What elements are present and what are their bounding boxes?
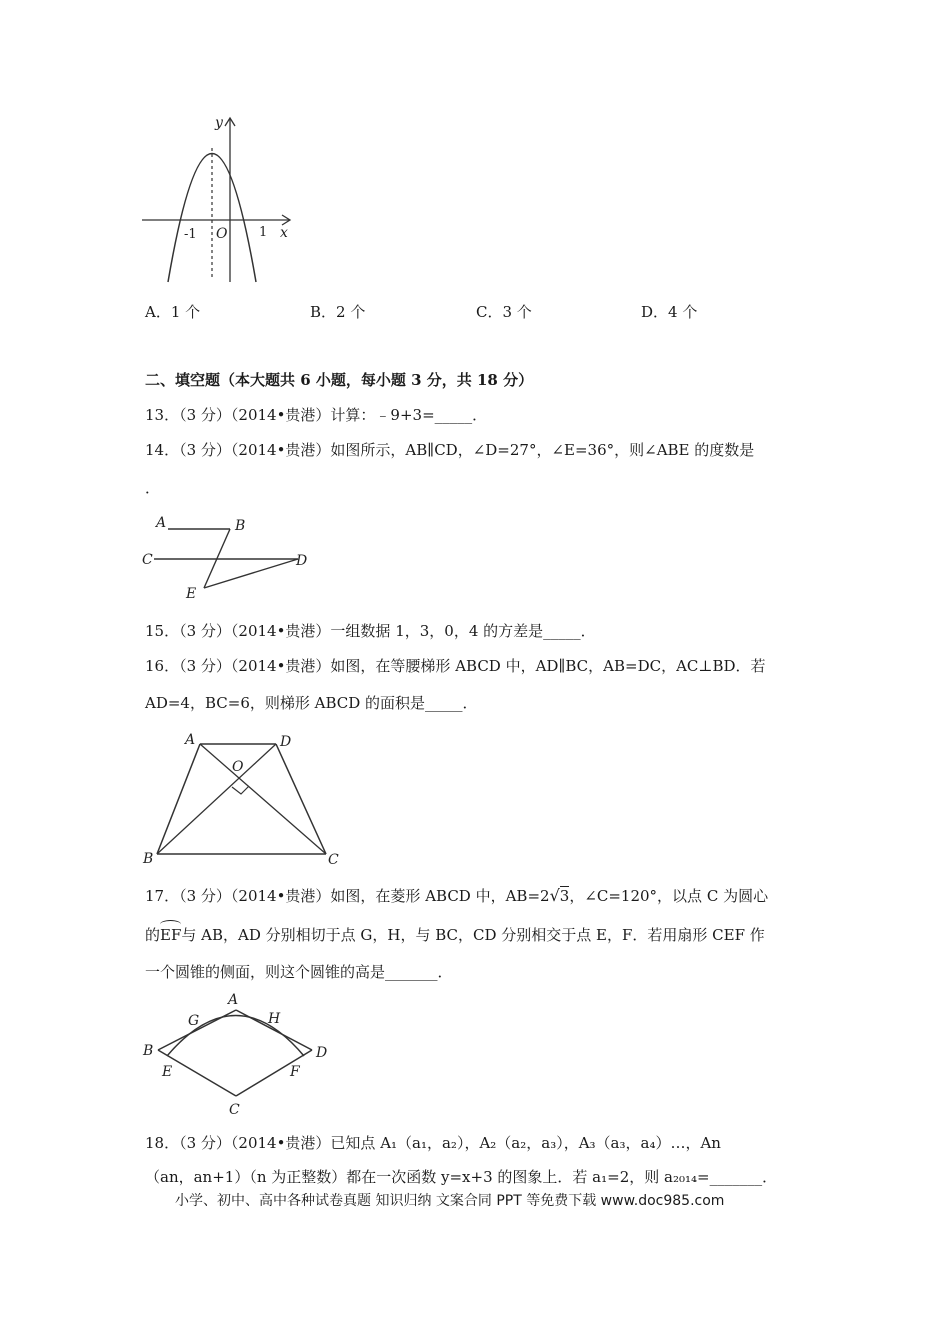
sqrt-argument: 3	[559, 887, 570, 905]
question-16-line1: 16．（3 分）（2014•贵港）如图，在等腰梯形 ABCD 中，AD∥BC，AB=DC，AC⊥BD．若	[145, 657, 766, 675]
label-O: O	[232, 759, 244, 775]
footer-advert: 小学、初中、高中各种试卷真题 知识归纳 文案合同 PPT 等免费下载 www.doc985.com	[175, 1193, 725, 1209]
y-axis-label: y	[215, 115, 223, 131]
option-a: A．1 个	[145, 303, 201, 321]
label-E: E	[186, 586, 197, 602]
option-b: B．2 个	[310, 303, 366, 321]
sqrt-symbol: √	[549, 886, 560, 905]
question-14-cont: ．	[145, 479, 161, 497]
rhombus-figure	[140, 990, 340, 1120]
question-17-text-b: ，∠C=120°，以点 C 为圆心	[569, 887, 769, 905]
label-D: D	[316, 1045, 328, 1061]
option-c: C．3 个	[476, 303, 532, 321]
question-14: 14．（3 分）（2014•贵港）如图所示，AB∥CD，∠D=27°，∠E=36°，则∠ABE 的度数是	[145, 441, 755, 459]
arc-ef-cap	[160, 920, 181, 929]
label-C: C	[229, 1102, 240, 1118]
label-F: F	[290, 1064, 300, 1080]
label-G: G	[188, 1013, 200, 1029]
label-A: A	[228, 992, 239, 1008]
label-B: B	[143, 1043, 154, 1059]
question-17-line2	[145, 925, 765, 945]
question-17-pre: 的	[145, 926, 161, 944]
label-D: D	[296, 553, 308, 569]
label-H: H	[268, 1011, 281, 1027]
label-A: A	[156, 515, 167, 531]
question-18-line2: （an，an+1）（n 为正整数）都在一次函数 y=x+3 的图象上．若 a₁=2，则 a₂₀₁₄=_______．	[145, 1168, 778, 1186]
trapezoid-figure	[140, 727, 350, 872]
question-15: 15．（3 分）（2014•贵港）一组数据 1，3，0，4 的方差是_____．	[145, 622, 596, 640]
label-C: C	[328, 852, 339, 868]
question-17-text-a: 17．（3 分）（2014•贵港）如图，在菱形 ABCD 中，AB=2	[145, 887, 550, 905]
question-17-line3: 一个圆锥的侧面，则这个圆锥的高是_______．	[145, 963, 453, 981]
question-18-line1: 18．（3 分）（2014•贵港）已知点 A₁（a₁，a₂），A₂（a₂，a₃），A₃（a₃，a₄）…，An	[145, 1134, 721, 1152]
option-d: D．4 个	[641, 303, 698, 321]
question-13: 13．（3 分）（2014•贵港）计算：﹣9+3=_____．	[145, 406, 488, 424]
x-axis-label: x	[280, 225, 288, 241]
origin-label: O	[216, 226, 228, 242]
parallel-lines-figure	[140, 510, 320, 605]
arc-ef-label: EF	[160, 926, 182, 944]
tick-one: 1	[259, 225, 268, 240]
label-D: D	[280, 734, 292, 750]
arc-ef	[160, 925, 181, 945]
question-17-post: 与 AB，AD 分别相切于点 G，H，与 BC，CD 分别相交于点 E，F．若用扇形 CEF 作	[181, 926, 765, 944]
parabola-figure	[140, 110, 300, 290]
label-B: B	[143, 851, 154, 867]
question-16-line2: AD=4，BC=6，则梯形 ABCD 的面积是_____．	[145, 694, 478, 712]
label-C: C	[142, 552, 153, 568]
tick-neg-one: -1	[184, 227, 197, 242]
label-B: B	[235, 518, 246, 534]
section-heading: 二、填空题（本大题共 6 小题，每小题 3 分，共 18 分）	[145, 371, 534, 389]
label-A: A	[185, 732, 196, 748]
question-17-line1	[145, 886, 768, 906]
label-E: E	[162, 1064, 173, 1080]
